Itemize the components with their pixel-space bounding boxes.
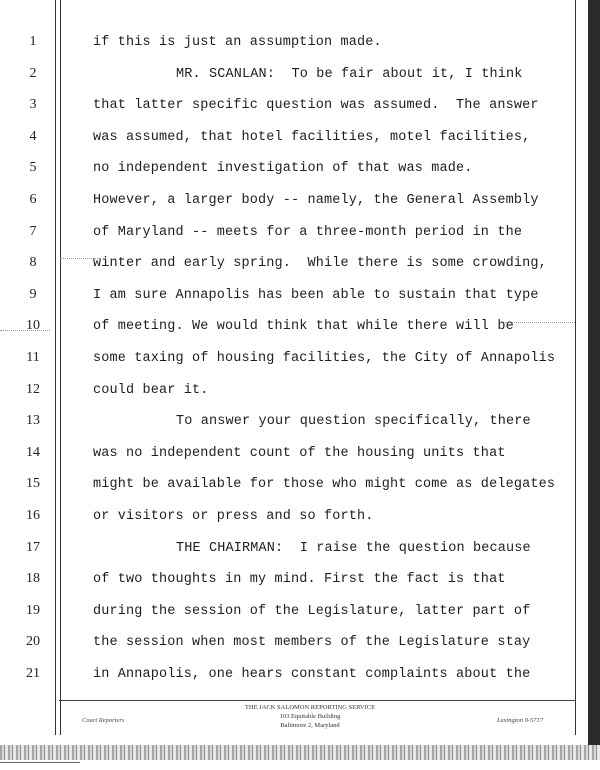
transcript-line: winter and early spring. While there is some crowding,	[93, 256, 547, 272]
line-number: 21	[26, 666, 40, 681]
line-number: 15	[26, 476, 40, 492]
scan-artifact	[0, 762, 80, 763]
line-number: 19	[26, 602, 40, 618]
transcript-line: of Maryland -- meets for a three-month period in the	[93, 224, 523, 240]
transcript-line: I am sure Annapolis has been able to sustain that type	[93, 287, 539, 303]
footer-phone: Lexington 9-5717	[497, 717, 544, 724]
line-number: 3	[29, 97, 37, 113]
transcript-line: MR. SCANLAN: To be fair about it, I think	[176, 66, 523, 82]
line-number: 13	[26, 413, 40, 429]
transcript-line: might be available for those who might come as delegates	[93, 477, 556, 493]
scan-noise-band	[0, 745, 600, 760]
transcript-line: THE CHAIRMAN: I raise the question because	[176, 540, 531, 556]
line-number: 4	[29, 128, 37, 144]
transcript-line: no independent investigation of that was made.	[93, 161, 473, 177]
transcript-line: of two thoughts in my mind. First the fact is that	[93, 572, 506, 588]
footer-divider	[59, 700, 575, 701]
transcript-line: some taxing of housing facilities, the City of Annapolis	[93, 351, 556, 366]
line-number: 17	[26, 539, 40, 555]
transcript-line: in Annapolis, one hears constant complaints about the	[93, 667, 531, 682]
line-number: 9	[29, 286, 37, 302]
transcript-line: was assumed, that hotel facilities, motel facilities,	[93, 129, 531, 145]
line-number: 20	[26, 634, 40, 650]
line-number: 1	[29, 34, 37, 49]
line-number: 5	[29, 160, 37, 176]
transcript-line: To answer your question specifically, there	[176, 414, 531, 430]
footer-address-line1: 103 Equitable Building	[279, 713, 341, 720]
line-number: 11	[26, 350, 40, 365]
transcript-line: could bear it.	[93, 382, 209, 398]
footer-address-line2: Baltimore 2, Maryland	[280, 722, 340, 729]
right-margin-rule	[575, 0, 576, 735]
transcript-line: if this is just an assumption made.	[93, 35, 382, 50]
line-number: 18	[26, 571, 40, 587]
line-number: 6	[29, 192, 37, 207]
transcript-line: of meeting. We would think that while there will be	[93, 319, 514, 335]
transcript-line: that latter specific question was assumed. The answer	[93, 98, 539, 114]
transcript-line: was no independent count of the housing units that	[93, 445, 506, 461]
transcript-line: However, a larger body -- namely, the General Assembly	[93, 193, 539, 208]
footer-company-block	[200, 703, 420, 730]
transcript-line: during the session of the Legislature, latter part of	[93, 603, 531, 619]
transcript-line: the session when most members of the Legislature stay	[93, 635, 531, 651]
line-number: 12	[26, 381, 40, 397]
line-number: 8	[29, 255, 37, 271]
line-number: 14	[26, 444, 40, 460]
line-number: 7	[29, 223, 37, 239]
line-number: 2	[29, 65, 37, 81]
scan-edge-strip	[588, 0, 600, 745]
footer-company-name: THE JACK SALOMON REPORTING SERVICE	[244, 704, 376, 711]
transcript-line: or visitors or press and so forth.	[93, 509, 374, 524]
line-number: 16	[26, 508, 40, 523]
footer-left-label: Court Reporters	[82, 717, 125, 724]
line-number: 10	[26, 318, 40, 334]
left-margin-rule	[55, 0, 61, 735]
